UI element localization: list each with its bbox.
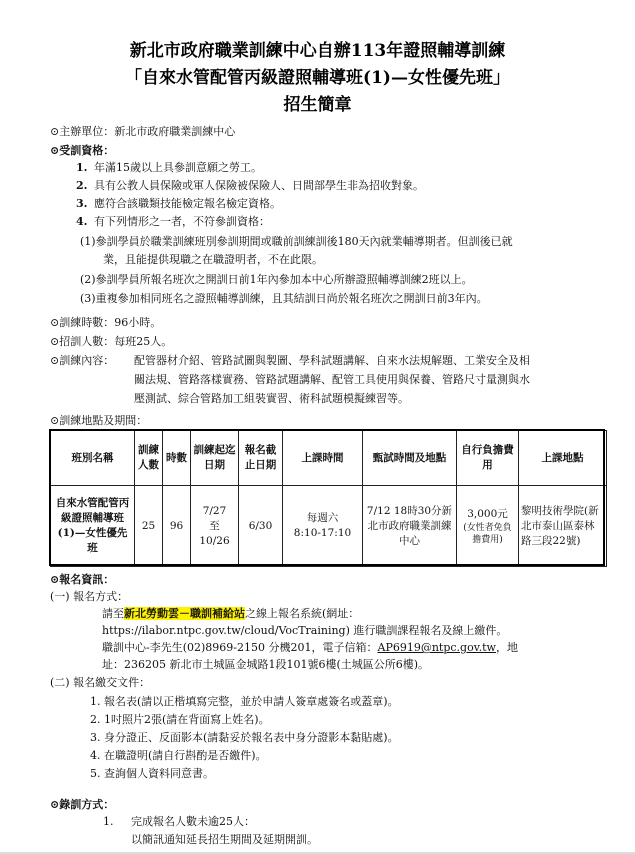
cell-location: 黎明技術學院(新北市泰山區泰林路三段22號) bbox=[519, 486, 607, 567]
qualification-sub-3: (3)重複參加相同班名之證照輔導訓練，且其結訓日尚於報名班次之開訓日前3年內。 bbox=[80, 292, 488, 305]
doc-item-5: 5. 查詢個人資料同意書。 bbox=[90, 767, 214, 780]
item-number: 1. bbox=[103, 815, 114, 828]
cell-people: 25 bbox=[135, 486, 163, 567]
registration-method-line bbox=[102, 606, 359, 622]
qualification-item-3 bbox=[76, 196, 281, 212]
recruit-count: ⊙招訓人數：每班25人。 bbox=[50, 335, 173, 348]
item-text: 完成報名人數未逾25人： bbox=[131, 815, 255, 828]
content-line-1: 配管器材介紹、管路試圖與製圖、學科試題講解、自來水法規解題、工業安全及相 bbox=[134, 354, 530, 367]
admission-item-1 bbox=[103, 814, 255, 830]
registration-address: 址：236205 新北市土城區金城路1段101號6樓(土城區公所6樓)。 bbox=[102, 658, 430, 671]
cell-exam: 7/12 18時30分新北市政府職業訓練中心 bbox=[363, 486, 457, 567]
doc-item-1: 1. 報名表(請以正楷填寫完整，並於申請人簽章處簽名或蓋章)。 bbox=[90, 695, 399, 708]
item-text: 應符合該職類技能檢定報名檢定資格。 bbox=[94, 197, 281, 210]
contact-email-link[interactable]: AP6919@ntpc.gov.tw bbox=[377, 641, 496, 654]
cell-class-name: 自來水管配管丙級證照輔導班(1)—女性優先班 bbox=[51, 486, 135, 567]
method-pre: 請至 bbox=[102, 607, 124, 620]
item-number: 2. bbox=[76, 179, 88, 192]
header-location: 上課地點 bbox=[519, 431, 607, 486]
item-number: 4. bbox=[76, 215, 88, 228]
qualification-sub-2: (2)參訓學員所報名班次之開訓日前1年內參加本中心所辦證照輔導訓練2班以上。 bbox=[80, 273, 473, 286]
item-text: 年滿15歲以上具參訓意願之勞工。 bbox=[94, 161, 262, 174]
registration-heading: ⊙報名資訊： bbox=[50, 573, 115, 586]
qualification-sub-1-cont: 業，且能提供現職之在職證明者，不在此限。 bbox=[103, 253, 323, 266]
qualification-item-4 bbox=[76, 214, 270, 230]
doc-item-2: 2. 1吋照片2張(請在背面寫上姓名)。 bbox=[90, 713, 270, 726]
header-exam: 甄試時間及地點 bbox=[363, 431, 457, 486]
cell-deadline: 6/30 bbox=[239, 486, 283, 567]
cell-fee bbox=[457, 486, 519, 567]
header-class-time: 上課時間 bbox=[283, 431, 363, 486]
docs-heading: (二) 報名繳交文件： bbox=[50, 676, 151, 689]
table-row bbox=[51, 486, 607, 567]
cell-hours: 96 bbox=[163, 486, 191, 567]
class-hours: 8:10-17:10 bbox=[293, 527, 352, 539]
fee-note: (女性者免負擔費用) bbox=[463, 522, 512, 545]
admission-heading: ⊙錄訓方式： bbox=[50, 798, 115, 811]
date-end: 10/26 bbox=[199, 534, 230, 547]
admission-item-1-sub: 以簡訊通知延長招生期間及延期開訓。 bbox=[131, 833, 318, 846]
content-line-3: 壓測試、綜合管路加工組裝實習、術科試題模擬練習等。 bbox=[134, 392, 409, 405]
contact-pre: 職訓中心-李先生(02)8969-2150 分機201，電子信箱： bbox=[102, 641, 378, 654]
date-to: 至 bbox=[209, 519, 220, 532]
fee-amount: 3,000元 bbox=[467, 507, 508, 520]
table-header-row bbox=[51, 431, 607, 486]
item-number: 3. bbox=[76, 197, 88, 210]
title-line-2: 「自來水管配管丙級證照輔導班(1)—女性優先班」 bbox=[125, 68, 510, 88]
date-start: 7/27 bbox=[202, 504, 227, 517]
header-dates: 訓練起迄日期 bbox=[191, 431, 239, 486]
registration-contact-line bbox=[102, 640, 518, 656]
ilabor-link[interactable]: 新北勞動雲－職訓補給站 bbox=[124, 607, 245, 620]
header-people: 訓練人數 bbox=[135, 431, 163, 486]
title-line-3: 招生簡章 bbox=[283, 95, 352, 115]
header-deadline: 報名截止日期 bbox=[239, 431, 283, 486]
item-text: 有下列情形之一者，不符參訓資格： bbox=[94, 215, 270, 228]
content-line-2: 關法規、管路落樣實務、管路試題講解、配管工具使用與保養、管路尺寸量測與水 bbox=[134, 373, 530, 386]
training-hours: ⊙訓練時數：96小時。 bbox=[50, 316, 162, 329]
doc-item-3: 3. 身分證正、反面影本(請黏妥於報名表中身分證影本黏貼處)。 bbox=[90, 731, 399, 744]
qualification-sub-1: (1)參訓學員於職業訓練班別參訓期間或職前訓練訓後180天內就業輔導期者。但訓後已就 bbox=[80, 235, 513, 248]
registration-url-line[interactable]: https://ilabor.ntpc.gov.tw/cloud/VocTraining) 進行職訓課程報名及線上繳件。 bbox=[102, 624, 508, 637]
cell-dates bbox=[191, 486, 239, 567]
doc-item-4: 4. 在職證明(請自行斟酌是否繳件)。 bbox=[90, 749, 267, 762]
qualification-heading: ⊙受訓資格： bbox=[50, 144, 115, 157]
method-post: 之線上報名系統(網址： bbox=[245, 607, 360, 620]
title-line-1: 新北市政府職業訓練中心自辦113年證照輔導訓練 bbox=[129, 41, 506, 61]
qualification-item-2 bbox=[76, 178, 424, 194]
contact-post: ，地 bbox=[495, 641, 518, 654]
cell-class-time bbox=[283, 486, 363, 567]
item-number: 1. bbox=[76, 161, 88, 174]
header-class-name: 班別名稱 bbox=[51, 431, 135, 486]
content-label: ⊙訓練內容： bbox=[50, 354, 115, 367]
header-fee: 自行負擔費用 bbox=[457, 431, 519, 486]
schedule-table bbox=[50, 430, 607, 567]
registration-method-heading: (一) 報名方式： bbox=[50, 590, 129, 603]
item-text: 具有公教人員保險或軍人保險被保險人、日間部學生非為招收對象。 bbox=[94, 179, 424, 192]
schedule-heading: ⊙訓練地點及期間： bbox=[50, 414, 148, 427]
organizer: ⊙主辦單位：新北市政府職業訓練中心 bbox=[50, 125, 236, 138]
qualification-item-1 bbox=[76, 160, 262, 176]
class-day: 每週六 bbox=[306, 512, 339, 524]
header-hours: 時數 bbox=[163, 431, 191, 486]
